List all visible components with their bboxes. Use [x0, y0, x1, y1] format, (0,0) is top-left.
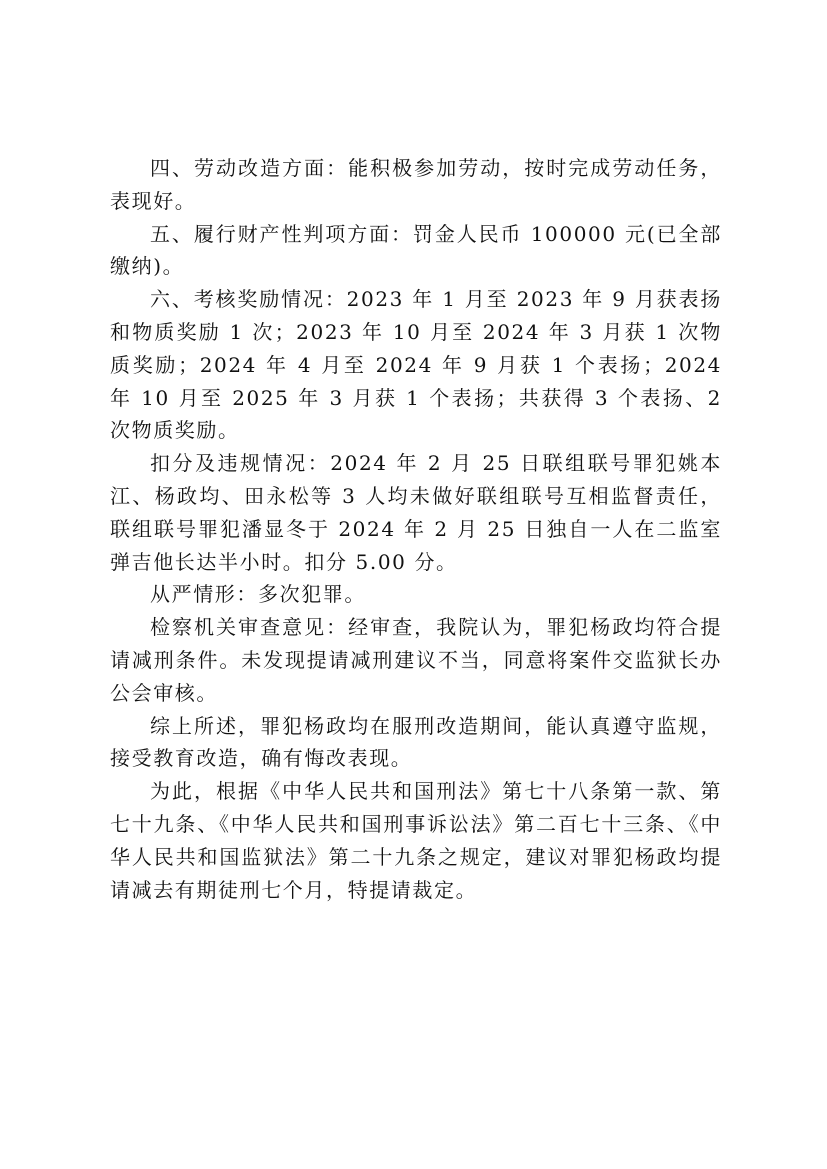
paragraph-deductions-violations: 扣分及违规情况：2024 年 2 月 25 日联组联号罪犯姚本江、杨政均、田永松等 3 人均未做好联组联号互相监督责任，联组联号罪犯潘显冬于 2024 年 2 月 25 日独自一人在二监室弹吉他长达半小时。扣分 5.00 分。	[110, 451, 722, 574]
paragraph-strict-circumstances: 从严情形：多次犯罪。	[150, 582, 366, 607]
paragraph-procuratorate-opinion: 检察机关审查意见：经审查，我院认为，罪犯杨政均符合提请减刑条件。未发现提请减刑建议不当，同意将案件交监狱长办公会审核。	[110, 615, 722, 705]
paragraph-summary: 综上所述，罪犯杨政均在服刑改造期间，能认真遵守监规，接受教育改造，确有悔改表现。	[110, 713, 722, 771]
paragraph-property-judgment: 五、履行财产性判项方面：罚金人民币 100000 元(已全部缴纳)。	[110, 221, 722, 279]
document-body	[110, 152, 722, 906]
paragraph-labor-reform: 四、劳动改造方面：能积极参加劳动，按时完成劳动任务，表现好。	[110, 156, 722, 213]
paragraph-legal-basis-recommendation: 为此，根据《中华人民共和国刑法》第七十八条第一款、第七十九条、《中华人民共和国刑事诉讼法》第二百七十三条、《中华人民共和国监狱法》第二十九条之规定，建议对罪犯杨政均提请减去有期徒刑七个月，特提请裁定。	[110, 779, 722, 902]
paragraph-rewards: 六、考核奖励情况：2023 年 1 月至 2023 年 9 月获表扬和物质奖励 1 次；2023 年 10 月至 2024 年 3 月获 1 次物质奖励；2024 年 4 月至 2024 年 9 月获 1 个表扬；2024 年 10 月至 2025 年 3 月获 1 个表扬；共获得 3 个表扬、2 次物质奖励。	[110, 287, 722, 443]
